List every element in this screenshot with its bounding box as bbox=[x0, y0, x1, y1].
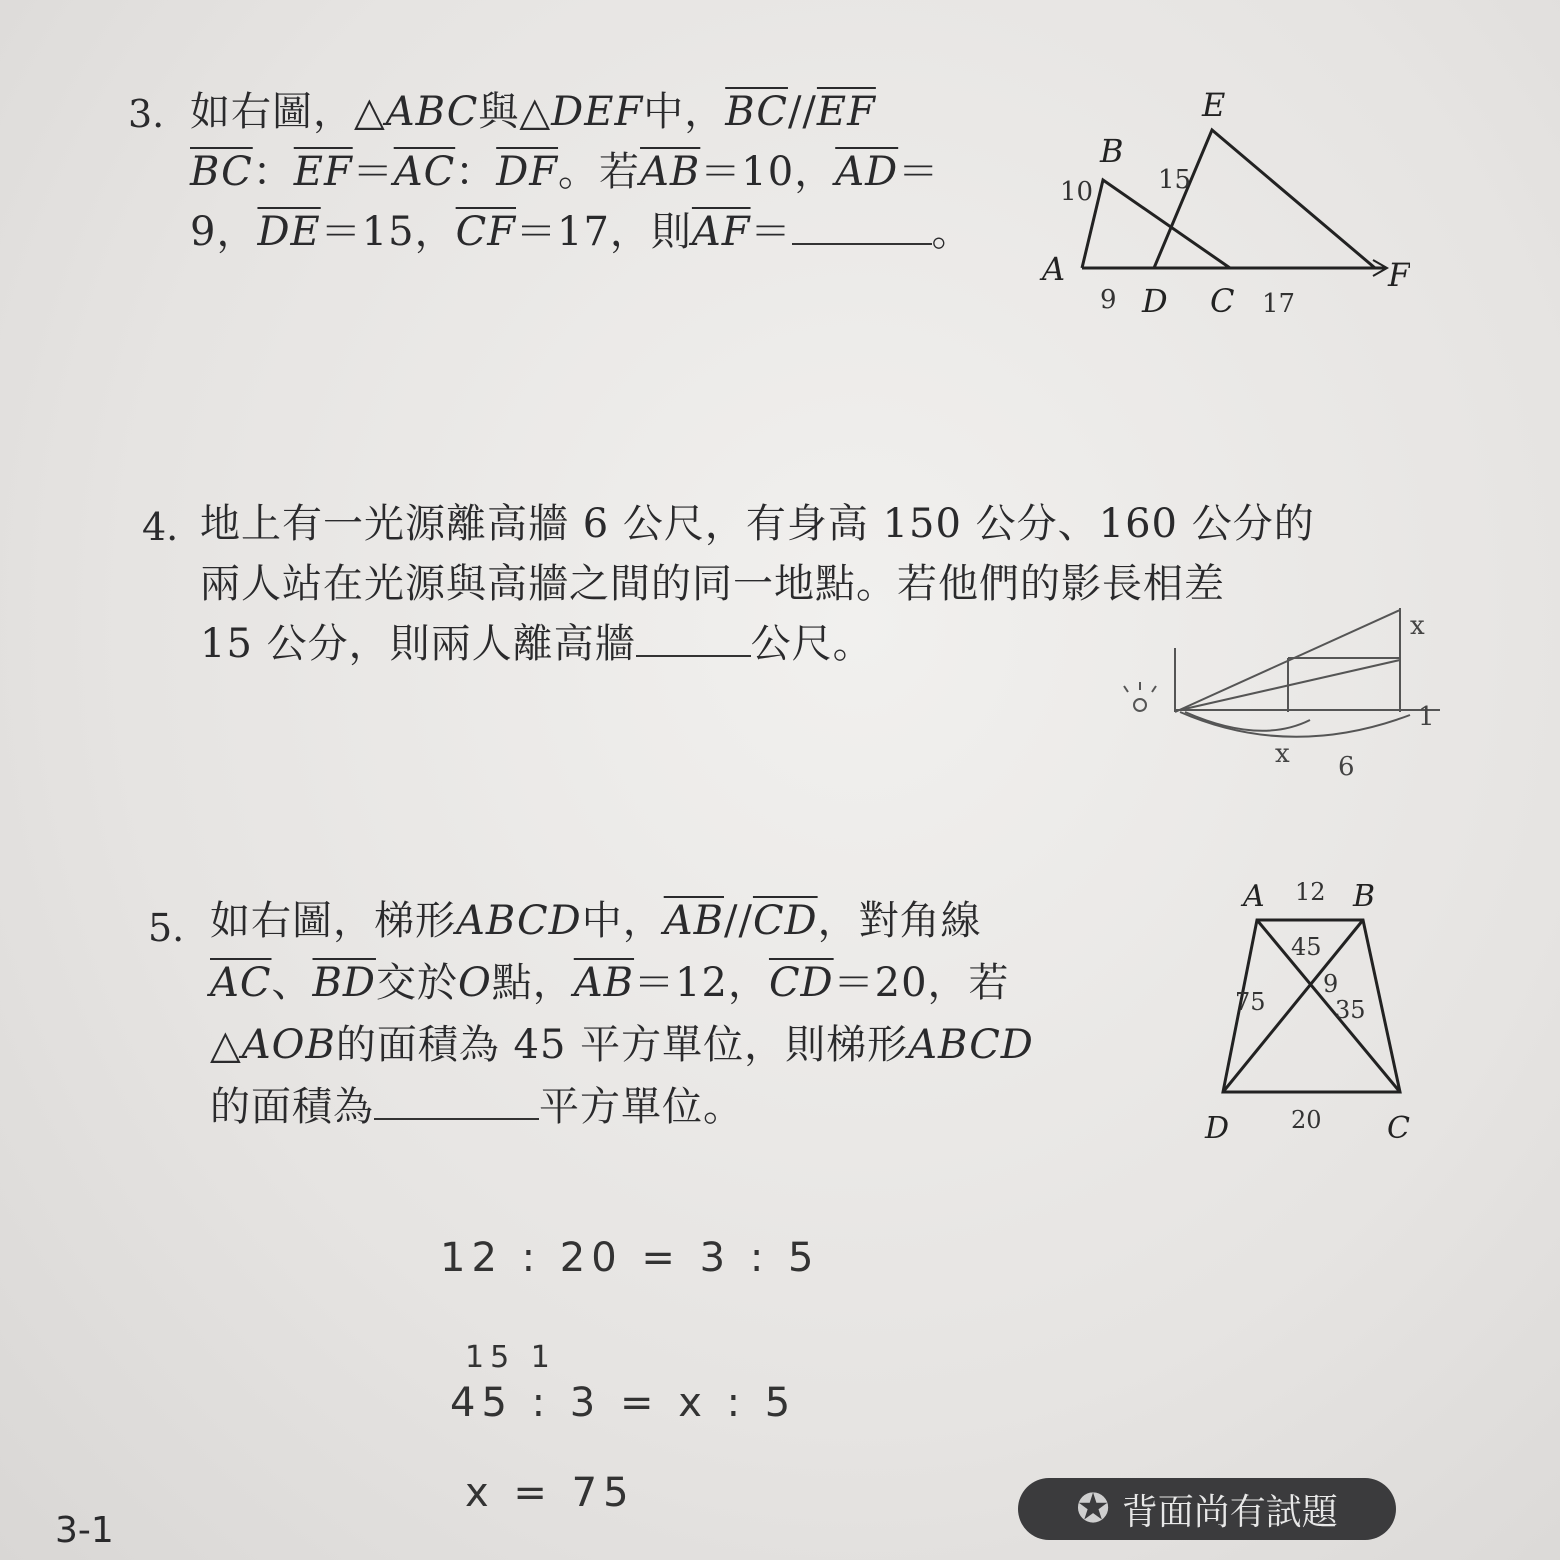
q5-line2: $\overline{AC}$、$\overline{BD}$交於O點，$\overline{AB}=12$，$\overline{CD}=20$，若 bbox=[210, 960, 1010, 1006]
continue-on-back-banner bbox=[1018, 1478, 1396, 1540]
q5-answer-blank[interactable] bbox=[374, 1118, 539, 1120]
hand-20: 20 bbox=[1291, 1106, 1322, 1134]
q4-line3: 15 公分，則兩人離高牆 公尺。 bbox=[200, 621, 874, 667]
sketch-x-top: x bbox=[1410, 611, 1425, 641]
q3-number: 3. bbox=[128, 92, 165, 136]
sketch-1: 1 bbox=[1418, 702, 1435, 732]
work-line2: 45 : 3 = x : 5 bbox=[450, 1380, 797, 1426]
q3-line3: 9，$\overline{DE}=15$，$\overline{CF}=17$，則$\overline{AF}=$ 。 bbox=[190, 209, 973, 255]
q3-answer-blank[interactable] bbox=[792, 243, 932, 245]
label-e: E bbox=[1202, 86, 1226, 124]
label-c: C bbox=[1387, 1111, 1410, 1146]
page-number: 3-1 bbox=[55, 1510, 114, 1551]
q5-line4: 的面積為 平方單位。 bbox=[210, 1084, 744, 1130]
q4-sketch bbox=[1110, 600, 1450, 790]
diagonal-ac bbox=[1257, 920, 1400, 1092]
work-line1: 12 : 20 = 3 : 5 bbox=[440, 1235, 820, 1281]
label-d: D bbox=[1205, 1111, 1230, 1146]
q4-answer-blank[interactable] bbox=[636, 655, 751, 657]
label-a: A bbox=[1243, 879, 1265, 914]
hand-10: 10 bbox=[1060, 177, 1094, 207]
q3-triangle-figure bbox=[1030, 80, 1410, 330]
q3-line1: 如右圖，△ABC與△DEF中，$\overline{BC}//\overline{EF}$ bbox=[190, 89, 876, 135]
work-line2-top: 15 1 bbox=[465, 1340, 556, 1375]
label-c: C bbox=[1210, 282, 1235, 320]
sketch-x-bottom: x bbox=[1275, 739, 1290, 769]
q5-text bbox=[210, 890, 1170, 1138]
q4-number: 4. bbox=[142, 505, 179, 549]
star-icon: ✪ bbox=[1076, 1486, 1110, 1532]
triangle-def bbox=[1154, 130, 1375, 268]
q4-line2: 兩人站在光源與高牆之間的同一地點。若他們的影長相差 bbox=[200, 561, 1225, 607]
label-a: A bbox=[1042, 250, 1066, 288]
label-d: D bbox=[1142, 282, 1168, 320]
work-line3: x = 75 bbox=[465, 1470, 635, 1516]
q5-line1: 如右圖，梯形ABCD中，$\overline{AB}//\overline{CD}$，對角線 bbox=[210, 898, 982, 944]
sketch-6: 6 bbox=[1338, 752, 1355, 782]
q3-text bbox=[190, 82, 1050, 262]
hand-12: 12 bbox=[1295, 878, 1326, 906]
q5-number: 5. bbox=[148, 906, 185, 950]
hand-17: 17 bbox=[1262, 289, 1296, 319]
triangle-abc bbox=[1082, 180, 1230, 268]
label-b: B bbox=[1353, 879, 1376, 914]
hand-35: 35 bbox=[1335, 996, 1366, 1024]
q5-line3: △AOB的面積為 45 平方單位，則梯形ABCD bbox=[210, 1022, 1034, 1068]
label-f: F bbox=[1388, 256, 1410, 294]
hand-45: 45 bbox=[1291, 933, 1322, 961]
q4-line1: 地上有一光源離高牆 6 公尺，有身高 150 公分、160 公分的 bbox=[200, 501, 1315, 547]
hand-15: 15 bbox=[1158, 165, 1192, 195]
banner-text: 背面尚有試題 bbox=[1121, 1491, 1338, 1533]
hand-75: 75 bbox=[1235, 988, 1266, 1016]
hand-9: 9 bbox=[1100, 285, 1117, 315]
q5-trapezoid-figure bbox=[1195, 870, 1435, 1150]
label-b: B bbox=[1100, 132, 1124, 170]
q3-line2: $\overline{BC}$：$\overline{EF}=\overline{AC}$：$\overline{DF}$。若$\overline{AB}=10$，$\overline{AD}=$ bbox=[190, 149, 940, 195]
hand-9: 9 bbox=[1323, 970, 1339, 998]
